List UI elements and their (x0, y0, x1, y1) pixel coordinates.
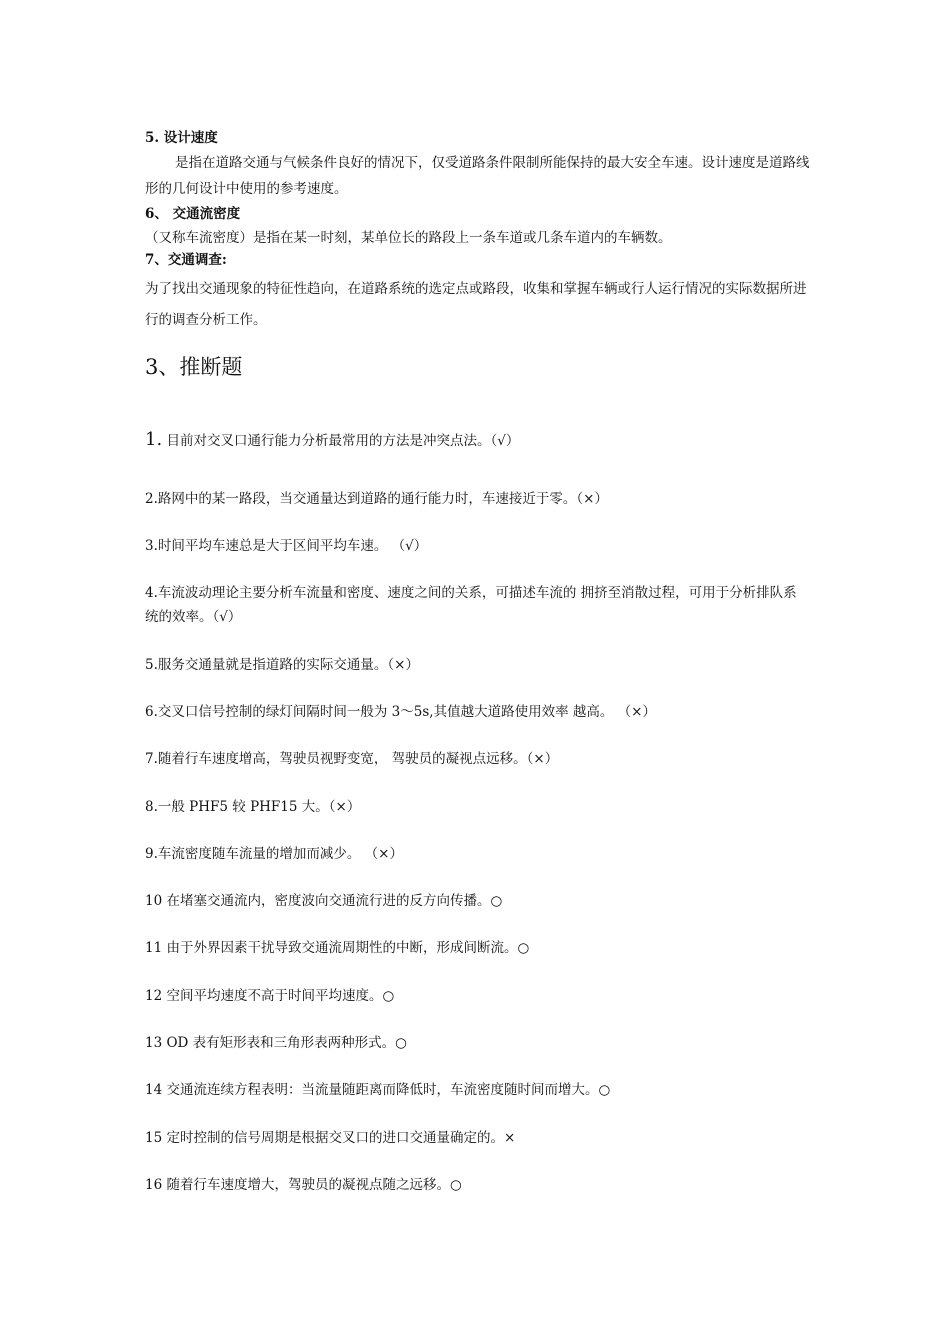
judgment-item: 13 OD 表有矩形表和三角形表两种形式。○ (145, 1035, 407, 1051)
judgment-item: 2.路网中的某一路段，当交通量达到道路的通行能力时，车速接近于零。（×） (145, 491, 608, 507)
judgment-item: 14 交通流连续方程表明：当流量随距离而降低时，车流密度随时间而增大。○ (145, 1082, 611, 1098)
judgment-item: 6.交叉口信号控制的绿灯间隔时间一般为 3～5s,其值越大道路使用效率 越高。 （×） (145, 704, 656, 720)
judgment-item: 7.随着行车速度增高，驾驶员视野变宽， 驾驶员的凝视点远移。（×） (145, 751, 559, 767)
judgment-item: 11 由于外界因素干扰导致交通流周期性的中断，形成间断流。○ (145, 940, 530, 956)
section-title: 3、推断题 (145, 355, 243, 379)
judgment-item: 9.车流密度随车流量的增加而减少。 （×） (145, 846, 403, 862)
definition-6 (145, 202, 810, 250)
definition-text: 为了找出交通现象的特征性趋向，在道路系统的选定点或路段，收集和掌握车辆或行人运行情况的实际数据所进行的调查分析工作。 (145, 281, 807, 328)
definition-5 (145, 126, 810, 202)
definition-term: 6、 交通流密度 (145, 206, 241, 222)
judgment-item: 8.一般 PHF5 较 PHF15 大。（×） (145, 799, 361, 815)
judgment-item: 3.时间平均车速总是大于区间平均车速。 （√） (145, 538, 428, 554)
judgment-item: 10 在堵塞交通流内，密度波向交通流行进的反方向传播。○ (145, 893, 503, 909)
judgment-item: 12 空间平均速度不高于时间平均速度。○ (145, 988, 395, 1004)
definition-7 (145, 248, 810, 336)
item-text: 目前对交叉口通行能力分析最常用的方法是冲突点法。（√） (162, 433, 520, 449)
judgment-item: 5.服务交通量就是指道路的实际交通量。（×） (145, 657, 419, 673)
judgment-item: 4.车流波动理论主要分析车流量和密度、速度之间的关系，可描述车流的 拥挤至消散过程，可用于分析排队系统的效率。（√） (145, 585, 797, 625)
definition-text: （又称车流密度）是指在某一时刻，某单位长的路段上一条车道或几条车道内的车辆数。 (145, 230, 672, 246)
definition-term: 7、交通调查: (145, 252, 227, 268)
definition-term: 5. 设计速度 (145, 130, 218, 146)
judgment-item: 15 定时控制的信号周期是根据交叉口的进口交通量确定的。× (145, 1130, 516, 1146)
judgment-item (145, 428, 810, 453)
item-number: 1. (145, 429, 163, 450)
judgment-item: 16 随着行车速度增大，驾驶员的凝视点随之远移。○ (145, 1177, 462, 1193)
definition-text: 是指在道路交通与气候条件良好的情况下，仅受道路条件限制所能保持的最大安全车速。设计速度是道路线形的几何设计中使用的参考速度。 (145, 155, 810, 197)
